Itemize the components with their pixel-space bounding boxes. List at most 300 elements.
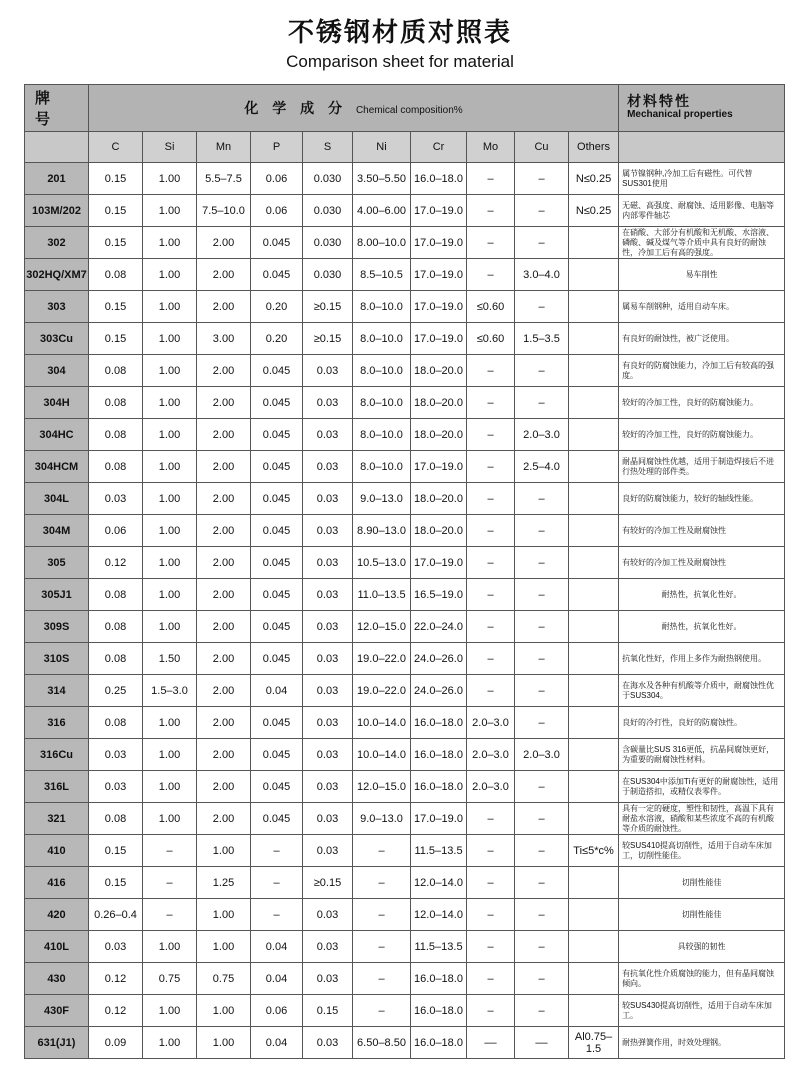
cell-mo: – — [467, 227, 515, 259]
table-row — [25, 931, 785, 963]
cell-si: 1.00 — [143, 515, 197, 547]
cell-ni: 11.0–13.5 — [353, 579, 411, 611]
cell-c: 0.08 — [89, 611, 143, 643]
cell-mn: 2.00 — [197, 547, 251, 579]
cell-grade: 430F — [25, 995, 89, 1027]
cell-mn: 5.5–7.5 — [197, 163, 251, 195]
cell-s: 0.03 — [303, 611, 353, 643]
cell-p: 0.045 — [251, 227, 303, 259]
cell-p: 0.045 — [251, 259, 303, 291]
cell-c: 0.03 — [89, 483, 143, 515]
cell-c: 0.25 — [89, 675, 143, 707]
cell-grade: 304HC — [25, 419, 89, 451]
cell-cu: – — [515, 547, 569, 579]
cell-s: 0.03 — [303, 707, 353, 739]
cell-grade: 305 — [25, 547, 89, 579]
cell-c: 0.15 — [89, 291, 143, 323]
cell-grade: 304M — [25, 515, 89, 547]
cell-mn: 1.00 — [197, 835, 251, 867]
cell-property: 有较好的冷加工性及耐腐蚀性 — [619, 515, 785, 547]
cell-si: 1.00 — [143, 291, 197, 323]
cell-cr: 18.0–20.0 — [411, 515, 467, 547]
cell-p: 0.20 — [251, 291, 303, 323]
cell-cr: 16.0–18.0 — [411, 995, 467, 1027]
cell-ni: 19.0–22.0 — [353, 675, 411, 707]
cell-s: 0.030 — [303, 195, 353, 227]
cell-ni: 8.0–10.0 — [353, 419, 411, 451]
cell-c: 0.12 — [89, 995, 143, 1027]
cell-others — [569, 291, 619, 323]
cell-p: 0.045 — [251, 483, 303, 515]
cell-s: 0.03 — [303, 643, 353, 675]
col-header-ni: Ni — [353, 132, 411, 163]
cell-mo: – — [467, 643, 515, 675]
cell-s: 0.03 — [303, 803, 353, 835]
cell-p: 0.04 — [251, 1027, 303, 1059]
cell-property: 耐热性，抗氧化性好。 — [619, 579, 785, 611]
cell-cu: 1.5–3.5 — [515, 323, 569, 355]
cell-others — [569, 643, 619, 675]
cell-property: 良好的冷打性，良好的防腐蚀性。 — [619, 707, 785, 739]
cell-p: 0.06 — [251, 195, 303, 227]
cell-cr: 17.0–19.0 — [411, 259, 467, 291]
cell-grade: 302HQ/XM7 — [25, 259, 89, 291]
cell-c: 0.15 — [89, 867, 143, 899]
cell-cr: 11.5–13.5 — [411, 835, 467, 867]
cell-grade: 430 — [25, 963, 89, 995]
cell-cu: 3.0–4.0 — [515, 259, 569, 291]
cell-p: 0.04 — [251, 675, 303, 707]
cell-ni: 8.0–10.0 — [353, 355, 411, 387]
cell-mo: – — [467, 579, 515, 611]
cell-others — [569, 387, 619, 419]
cell-ni: – — [353, 835, 411, 867]
cell-c: 0.09 — [89, 1027, 143, 1059]
cell-others — [569, 739, 619, 771]
cell-s: 0.030 — [303, 227, 353, 259]
header-chem-en: Chemical composition% — [355, 105, 463, 116]
cell-others — [569, 867, 619, 899]
cell-cu: – — [515, 163, 569, 195]
cell-s: 0.03 — [303, 835, 353, 867]
cell-property: 有较好的冷加工性及耐腐蚀性 — [619, 547, 785, 579]
cell-si: 1.00 — [143, 195, 197, 227]
table-row — [25, 611, 785, 643]
cell-cu: – — [515, 483, 569, 515]
cell-si: 1.50 — [143, 643, 197, 675]
cell-si: 1.00 — [143, 547, 197, 579]
cell-others — [569, 995, 619, 1027]
cell-p: – — [251, 899, 303, 931]
cell-property: 具有一定的硬度，塑性和韧性，高温下具有耐盐水溶液，硝酸和某些浓度不高的有机酸等介质的耐蚀性。 — [619, 803, 785, 835]
cell-property: 含碳量比SUS 316更低，抗晶间腐蚀更好，为重要的耐腐蚀性材料。 — [619, 739, 785, 771]
cell-cu: –– — [515, 1027, 569, 1059]
cell-others — [569, 515, 619, 547]
cell-s: 0.030 — [303, 163, 353, 195]
cell-cr: 16.0–18.0 — [411, 707, 467, 739]
cell-p: 0.045 — [251, 515, 303, 547]
cell-grade: 321 — [25, 803, 89, 835]
cell-cu: – — [515, 611, 569, 643]
cell-s: 0.03 — [303, 963, 353, 995]
cell-mn: 2.00 — [197, 387, 251, 419]
cell-ni: – — [353, 931, 411, 963]
cell-mo: – — [467, 387, 515, 419]
cell-s: ≥0.15 — [303, 323, 353, 355]
cell-mn: 2.00 — [197, 579, 251, 611]
cell-cr: 16.0–18.0 — [411, 1027, 467, 1059]
cell-mo: ≤0.60 — [467, 323, 515, 355]
cell-mn: 1.00 — [197, 931, 251, 963]
cell-ni: 9.0–13.0 — [353, 483, 411, 515]
cell-mn: 1.00 — [197, 1027, 251, 1059]
cell-si: 1.00 — [143, 387, 197, 419]
cell-others — [569, 259, 619, 291]
cell-others: Ti≤5*c% — [569, 835, 619, 867]
cell-ni: 8.00–10.0 — [353, 227, 411, 259]
table-row — [25, 963, 785, 995]
page-subtitle: Comparison sheet for material — [286, 52, 514, 71]
cell-c: 0.15 — [89, 835, 143, 867]
cell-p: 0.06 — [251, 163, 303, 195]
cell-grade: 309S — [25, 611, 89, 643]
cell-mo: – — [467, 355, 515, 387]
cell-si: 1.00 — [143, 1027, 197, 1059]
cell-property: 具较强的韧性 — [619, 931, 785, 963]
cell-s: 0.15 — [303, 995, 353, 1027]
cell-si: 1.00 — [143, 451, 197, 483]
cell-mo: – — [467, 419, 515, 451]
cell-property: 较好的冷加工性，良好的防腐蚀能力。 — [619, 419, 785, 451]
table-row — [25, 995, 785, 1027]
cell-ni: 8.5–10.5 — [353, 259, 411, 291]
cell-c: 0.03 — [89, 771, 143, 803]
cell-s: 0.03 — [303, 547, 353, 579]
cell-cu: 2.5–4.0 — [515, 451, 569, 483]
cell-mn: 2.00 — [197, 483, 251, 515]
cell-mo: ≤0.60 — [467, 291, 515, 323]
cell-c: 0.26–0.4 — [89, 899, 143, 931]
cell-cr: 16.0–18.0 — [411, 771, 467, 803]
cell-p: 0.04 — [251, 931, 303, 963]
cell-property: 切削性能佳 — [619, 867, 785, 899]
cell-s: 0.03 — [303, 931, 353, 963]
cell-s: 0.030 — [303, 259, 353, 291]
table-row — [25, 323, 785, 355]
cell-cu: – — [515, 771, 569, 803]
cell-p: 0.045 — [251, 771, 303, 803]
cell-c: 0.08 — [89, 579, 143, 611]
cell-ni: 8.0–10.0 — [353, 387, 411, 419]
cell-property: 在海水及各种有机酸等介质中，耐腐蚀性优于SUS304。 — [619, 675, 785, 707]
table-row — [25, 835, 785, 867]
cell-s: 0.03 — [303, 515, 353, 547]
cell-si: 1.00 — [143, 227, 197, 259]
cell-c: 0.08 — [89, 451, 143, 483]
cell-cu: – — [515, 867, 569, 899]
cell-p: 0.045 — [251, 419, 303, 451]
cell-grade: 303Cu — [25, 323, 89, 355]
table-row — [25, 867, 785, 899]
table-row — [25, 899, 785, 931]
cell-mn: 1.00 — [197, 899, 251, 931]
cell-mo: – — [467, 899, 515, 931]
cell-property: 无磁、高强度、耐腐蚀、适用影像、电脑等内部零件轴芯 — [619, 195, 785, 227]
col-header-mn: Mn — [197, 132, 251, 163]
cell-mo: – — [467, 483, 515, 515]
cell-c: 0.08 — [89, 355, 143, 387]
cell-s: ≥0.15 — [303, 867, 353, 899]
cell-ni: 12.0–15.0 — [353, 611, 411, 643]
cell-mo: – — [467, 803, 515, 835]
cell-cu: – — [515, 515, 569, 547]
cell-property: 有良好的防腐蚀能力，冷加工后有较高的强度。 — [619, 355, 785, 387]
cell-si: 1.00 — [143, 163, 197, 195]
cell-si: 1.00 — [143, 803, 197, 835]
col-header-others: Others — [569, 132, 619, 163]
cell-cr: 17.0–19.0 — [411, 803, 467, 835]
cell-cu: 2.0–3.0 — [515, 419, 569, 451]
cell-si: 1.00 — [143, 771, 197, 803]
cell-si: 1.5–3.0 — [143, 675, 197, 707]
cell-s: 0.03 — [303, 451, 353, 483]
cell-others — [569, 419, 619, 451]
cell-property: 较好的冷加工性，良好的防腐蚀能力。 — [619, 387, 785, 419]
comparison-table — [24, 84, 785, 1059]
cell-others — [569, 963, 619, 995]
cell-mo: – — [467, 515, 515, 547]
col-header-mo: Mo — [467, 132, 515, 163]
col-header-cu: Cu — [515, 132, 569, 163]
cell-s: 0.03 — [303, 483, 353, 515]
cell-ni: 8.0–10.0 — [353, 323, 411, 355]
cell-cu: – — [515, 643, 569, 675]
col-header-s: S — [303, 132, 353, 163]
cell-cr: 17.0–19.0 — [411, 291, 467, 323]
table-row — [25, 803, 785, 835]
cell-ni: 8.90–13.0 — [353, 515, 411, 547]
cell-s: 0.03 — [303, 419, 353, 451]
cell-c: 0.08 — [89, 803, 143, 835]
table-row — [25, 451, 785, 483]
cell-ni: – — [353, 995, 411, 1027]
cell-mn: 1.25 — [197, 867, 251, 899]
header-mech-cn: 材料特性 — [627, 93, 692, 109]
cell-si: 0.75 — [143, 963, 197, 995]
table-row — [25, 547, 785, 579]
cell-cr: 22.0–24.0 — [411, 611, 467, 643]
table-row — [25, 355, 785, 387]
cell-property: 属易车削钢种，适用自动车床。 — [619, 291, 785, 323]
cell-grade: 410 — [25, 835, 89, 867]
cell-mn: 0.75 — [197, 963, 251, 995]
header-blank-left — [25, 132, 89, 163]
cell-mo: – — [467, 259, 515, 291]
cell-c: 0.08 — [89, 643, 143, 675]
cell-p: 0.045 — [251, 707, 303, 739]
cell-others: N≤0.25 — [569, 195, 619, 227]
cell-property: 易车削性 — [619, 259, 785, 291]
header-chem-cn: 化 学 成 分 — [244, 100, 348, 116]
table-row — [25, 419, 785, 451]
cell-cu: – — [515, 291, 569, 323]
cell-others: Al0.75–1.5 — [569, 1027, 619, 1059]
cell-mn: 2.00 — [197, 675, 251, 707]
cell-c: 0.15 — [89, 227, 143, 259]
cell-s: 0.03 — [303, 355, 353, 387]
cell-si: 1.00 — [143, 579, 197, 611]
cell-s: 0.03 — [303, 899, 353, 931]
cell-p: 0.20 — [251, 323, 303, 355]
table-row — [25, 227, 785, 259]
cell-si: – — [143, 835, 197, 867]
cell-mo: – — [467, 835, 515, 867]
page-title: 不锈钢材质对照表 — [287, 18, 512, 48]
cell-cu: – — [515, 931, 569, 963]
cell-others — [569, 451, 619, 483]
cell-others — [569, 579, 619, 611]
cell-others: N≤0.25 — [569, 163, 619, 195]
cell-si: 1.00 — [143, 931, 197, 963]
cell-mo: – — [467, 867, 515, 899]
cell-mo: – — [467, 195, 515, 227]
cell-si: 1.00 — [143, 259, 197, 291]
cell-grade: 103M/202 — [25, 195, 89, 227]
cell-mn: 2.00 — [197, 739, 251, 771]
cell-property: 属节镍钢种,冷加工后有磁性。可代替SUS301使用 — [619, 163, 785, 195]
header-chem-composition — [89, 85, 619, 132]
cell-p: – — [251, 835, 303, 867]
cell-ni: 10.5–13.0 — [353, 547, 411, 579]
cell-mo: –– — [467, 1027, 515, 1059]
col-header-si: Si — [143, 132, 197, 163]
cell-property: 良好的防腐蚀能力，较好的轴线性能。 — [619, 483, 785, 515]
cell-mo: 2.0–3.0 — [467, 771, 515, 803]
cell-c: 0.03 — [89, 931, 143, 963]
cell-c: 0.08 — [89, 707, 143, 739]
cell-si: 1.00 — [143, 419, 197, 451]
cell-property: 耐热弹簧作用，时效处理钢。 — [619, 1027, 785, 1059]
cell-property: 在SUS304中添加Ti有更好的耐腐蚀性，适用于制造搭扣，或精仪表零件。 — [619, 771, 785, 803]
header-brand: 牌 号 — [25, 85, 89, 132]
table-row — [25, 163, 785, 195]
cell-cr: 18.0–20.0 — [411, 355, 467, 387]
cell-mo: 2.0–3.0 — [467, 707, 515, 739]
cell-others — [569, 227, 619, 259]
table-row — [25, 259, 785, 291]
cell-cr: 11.5–13.5 — [411, 931, 467, 963]
cell-si: 1.00 — [143, 355, 197, 387]
cell-p: 0.045 — [251, 579, 303, 611]
cell-c: 0.03 — [89, 739, 143, 771]
cell-p: 0.045 — [251, 643, 303, 675]
cell-si: – — [143, 899, 197, 931]
cell-mn: 2.00 — [197, 259, 251, 291]
cell-grade: 410L — [25, 931, 89, 963]
cell-property: 切削性能佳 — [619, 899, 785, 931]
cell-mn: 2.00 — [197, 707, 251, 739]
cell-mo: – — [467, 675, 515, 707]
header-row-elements — [25, 132, 785, 163]
cell-p: 0.045 — [251, 547, 303, 579]
cell-grade: 304 — [25, 355, 89, 387]
cell-cu: – — [515, 227, 569, 259]
cell-si: 1.00 — [143, 739, 197, 771]
cell-others — [569, 547, 619, 579]
cell-cr: 17.0–19.0 — [411, 451, 467, 483]
table-row — [25, 195, 785, 227]
cell-ni: 12.0–15.0 — [353, 771, 411, 803]
cell-grade: 201 — [25, 163, 89, 195]
table-row — [25, 675, 785, 707]
cell-si: 1.00 — [143, 483, 197, 515]
cell-others — [569, 899, 619, 931]
cell-p: 0.04 — [251, 963, 303, 995]
cell-s: 0.03 — [303, 771, 353, 803]
table-row — [25, 739, 785, 771]
cell-mn: 3.00 — [197, 323, 251, 355]
cell-si: – — [143, 867, 197, 899]
cell-grade: 316L — [25, 771, 89, 803]
header-blank-right — [619, 132, 785, 163]
cell-ni: 8.0–10.0 — [353, 291, 411, 323]
cell-cu: – — [515, 195, 569, 227]
cell-s: 0.03 — [303, 1027, 353, 1059]
cell-property: 在硝酸、大部分有机酸和无机酸、水溶液、磷酸、碱及煤气等介质中具有良好的耐蚀性，冷加工后有高的强度。 — [619, 227, 785, 259]
cell-property: 耐热性，抗氧化性好。 — [619, 611, 785, 643]
cell-cu: – — [515, 835, 569, 867]
table-row — [25, 707, 785, 739]
table-row — [25, 643, 785, 675]
cell-mo: 2.0–3.0 — [467, 739, 515, 771]
cell-cr: 16.0–18.0 — [411, 963, 467, 995]
cell-ni: – — [353, 867, 411, 899]
cell-grade: 304HCM — [25, 451, 89, 483]
header-mech-properties — [619, 85, 785, 132]
cell-ni: 10.0–14.0 — [353, 707, 411, 739]
cell-property: 较SUS430提高切削性，适用于自动车床加工。 — [619, 995, 785, 1027]
cell-si: 1.00 — [143, 707, 197, 739]
table-row — [25, 515, 785, 547]
cell-ni: 9.0–13.0 — [353, 803, 411, 835]
table-row — [25, 483, 785, 515]
cell-s: 0.03 — [303, 579, 353, 611]
cell-cr: 16.0–18.0 — [411, 739, 467, 771]
table-row — [25, 387, 785, 419]
table-row — [25, 771, 785, 803]
cell-s: ≥0.15 — [303, 291, 353, 323]
cell-grade: 314 — [25, 675, 89, 707]
cell-others — [569, 611, 619, 643]
cell-c: 0.15 — [89, 195, 143, 227]
col-header-cr: Cr — [411, 132, 467, 163]
cell-p: 0.045 — [251, 355, 303, 387]
header-mech-en: Mechanical properties — [627, 109, 733, 120]
table-row — [25, 291, 785, 323]
cell-cr: 18.0–20.0 — [411, 419, 467, 451]
cell-p: 0.06 — [251, 995, 303, 1027]
cell-mo: – — [467, 547, 515, 579]
cell-mo: – — [467, 163, 515, 195]
cell-p: 0.045 — [251, 451, 303, 483]
cell-si: 1.00 — [143, 611, 197, 643]
cell-mn: 7.5–10.0 — [197, 195, 251, 227]
cell-ni: – — [353, 963, 411, 995]
cell-cr: 17.0–19.0 — [411, 323, 467, 355]
cell-ni: 4.00–6.00 — [353, 195, 411, 227]
col-header-p: P — [251, 132, 303, 163]
cell-ni: 19.0–22.0 — [353, 643, 411, 675]
